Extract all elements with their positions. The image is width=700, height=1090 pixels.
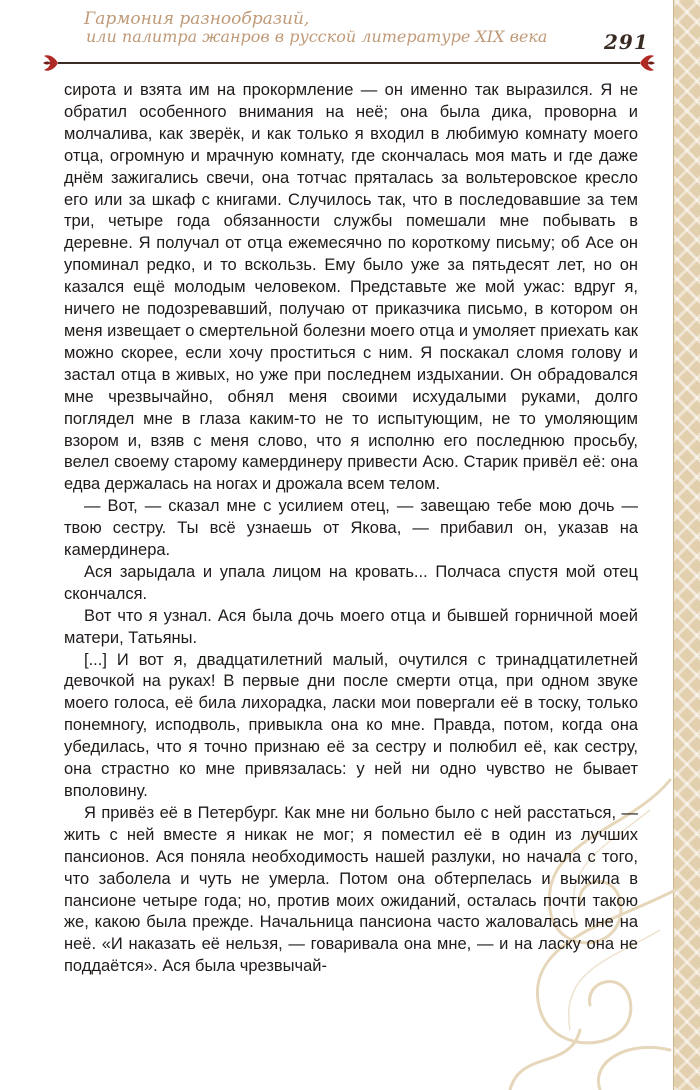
header-rule xyxy=(64,62,640,64)
page-header xyxy=(0,0,700,80)
running-title-line-1: Гармония разнообразий, xyxy=(84,9,310,29)
paragraph: [...] И вот я, двадцатилетний малый, очутился с тринадцатилетней девочкой на руках! В первые дни после смерти отца, при одном звуке моего голоса, её била лихорадка, ласки мои повергали её в тоску, только понемногу, исподволь, привыкла она ко мне. Правда, потом, когда она убедилась, что я точно признаю её за сестру и полюбил её, как сестру, она страстно ко мне привязалась: у ней ни одно чувство не бывает вполовину. xyxy=(64,650,638,800)
paragraph: сирота и взята им на прокормление — он именно так выразился. Я не обратил особенного внимания на неё; она была дика, проворна и молчалива, как зверёк, и как только я входил в любимую комнату моего отца, огромную и мрачную комнату, где скончалась моя мать и где даже днём зажигались свечи, она тотчас пряталась за вольтеровское кресло его или за шкаф с книгами. Случилось так, что в последовавшие за тем три, четыре года обязанности службы помешали мне побывать в деревне. Я получал от отца ежемесячно по короткому письму; об Асе он упоминал редко, и то вскользь. Ему было уже за пятьдесят лет, но он казался ещё молодым человеком. Представьте же мой ужас: вдруг я, ничего не подозревавший, получаю от приказчика письмо, в котором он меня извещает о смертельной болезни моего отца и умоляет приехать как можно скорее, если хочу проститься с ним. Я поскакал сломя голову и застал отца в живых, но уже при последнем издыхании. Он обрадовался мне чрезвычайно, обнял меня своими исхудалыми руками, долго поглядел мне в глаза каким-то не то испытующим, не то умоляющим взором и, взяв с меня слово, что я исполню его последнюю просьбу, велел своему старому камердинеру привести Асю. Старик привёл её: она едва держалась на ногах и дрожала всем телом. xyxy=(64,81,638,494)
tulip-ornament-icon xyxy=(42,52,68,74)
page-number: 291 xyxy=(604,30,649,54)
body-text xyxy=(64,80,638,978)
paragraph: Я привёз её в Петербург. Как мне ни больно было с ней расстаться, — жить с ней вместе я никак не мог; я поместил её в один из лучших пансионов. Ася поняла необходимость нашей разлуки, но начала с того, что заболела и чуть не умерла. Потом она обтерпелась и выжила в пансионе четыре года; но, против моих ожиданий, осталась почти такою же, какою была прежде. Начальница пансиона часто жаловалась мне на неё. «И наказать её нельзя, — говаривала она мне, — и на ласку она не поддаётся». Ася была чрезвычай- xyxy=(64,803,638,976)
paragraph: Вот что я узнал. Ася была дочь моего отца и бывшей горничной моей матери, Татьяны. xyxy=(64,606,638,647)
paragraph: — Вот, — сказал мне с усилием отец, — завещаю тебе мою дочь — твою сестру. Ты всё узнаешь от Якова, — прибавил он, указав на камердинера. xyxy=(64,497,638,560)
running-title xyxy=(84,10,547,46)
running-title-line-2: или палитра жанров в русской литературе XIX века xyxy=(86,27,548,46)
tulip-ornament-icon xyxy=(630,52,656,74)
paragraph: Ася зарыдала и упала лицом на кровать... Полчаса спустя мой отец скончался. xyxy=(64,562,638,603)
